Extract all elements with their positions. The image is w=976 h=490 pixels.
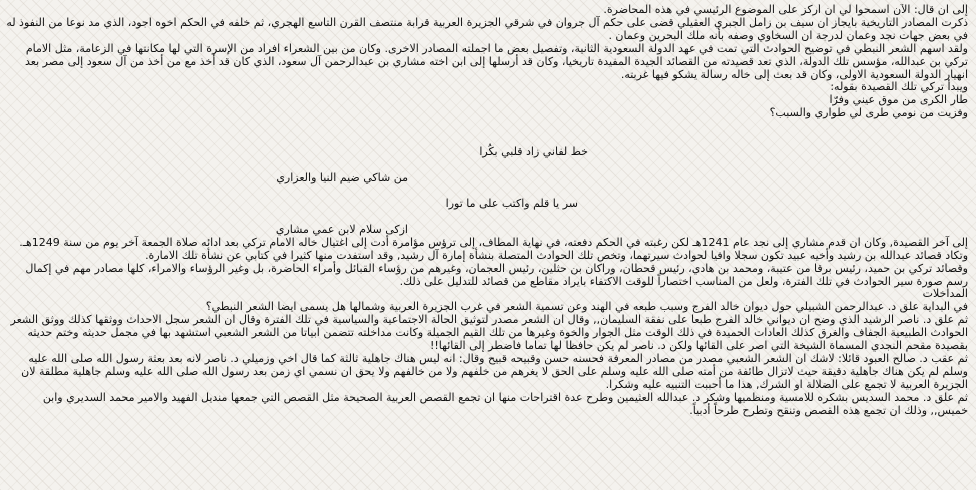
spacer [6, 211, 968, 224]
paragraph-ibn-rashid: وتكاد قصائد عبدالله بن رشيد وأخيه عبيد تكون سجلا وافيا لحوادث سيرتهما، وتخص تلك الحوادث المتصلة بنشأة إمارة آل رشيد, وقد استفدت منها كثيرا في كتابي عن نشأة تلك الامارة. [145, 248, 968, 262]
spacer [6, 120, 968, 146]
poem-line-1: طار الكرى من موق عيني وفرّا [829, 93, 968, 107]
paragraph-sudais: ثم علق د. محمد السديس بشكره للامسية ومنظميها وشكر د. عبدالله العثيمين وطرح عدة اقتراحات منها ان تجمع القصص العربية الصحيحة مثل القصص التي جمعها منديل الفهيد والامير محمد السديري وابن خميس,, وذلك ان تجمع هذه القصص وتنقح وتطرح طرحاً أدبياً. [42, 390, 968, 417]
article-body [6, 4, 968, 488]
paragraph-nabati-poetry: ولقد اسهم الشعر النبطي في توضيح الحوادث التي تمت في عهد الدولة السعودية الثانية، وتفصيل بعض ما اجملته المصادر الاخرى. وكان من بين الشعراء افراد من الإسرة التي لها مكانتها في الزعامة، مثل الامام تركي بن عبدالله، مؤسس تلك الدولة، الذي تعد قصيدته من القصائد الجيدة المفيدة تاريخيا، وكان قد أرسلها إلى ابن اخته مشاري بن عبدالرحمن آل سعود، الذي كان قد أخذ مع من أخذ من آل سعود إلى مصر بعد انهيار الدولة السعودية الاولى، وكان قد بعث إلى خاله رسالة يشكو فيها غربته. [25, 41, 968, 81]
spacer [6, 159, 968, 172]
paragraph-tribal-poems: وقصائد تركي بن حميد، رئيس برقا من عتيبة، ومحمد بن هادي، رئيس قحطان، وراكان بن حثلين، رئيس العجمان، وغيرهم من رؤساء القبائل وأمراء الحاضرة، بل وغير الرؤساء والامراء، كلها مصادر مهم في إكمال رسم صورة سير الحوادث في تلك الفترة، ولعل من المناسب اختصاراً للوقت الاكتفاء بايراد مقاطع من قصائد للتدليل على ذلك. [25, 261, 968, 288]
verse-line: سر يا قلم واكتب على ما تورا [445, 196, 578, 210]
poem-line-2: وفزيت من نومي طرى لي طواري والسبب؟ [769, 106, 968, 120]
paragraph-shubaily: في البداية علق د. عبدالرحمن الشبيلي حول ديوان خالد الفرج وسبب طبعه في الهند وعن تسمية الشعر في غرب الجزيرة العربية وشمالها هل يسمى ايضا الشعر النبطي؟ [205, 300, 968, 314]
verse-line: من شاكي ضيم النيا والعزاري [276, 171, 408, 185]
verse-line: خط لفاني زاد قلبي بكُرا [479, 145, 588, 159]
paragraph-poem-end: إلى آخر القصيدة, وكان ان قدم مشاري إلى نجد عام 1241هـ لكن رغبته في الحكم دفعته، في نهاية المطاف، إلى ترؤس مؤامرة أدت إلى اغتيال خاله الامام تركي بعد ادائه صلاة الجمعة آخر يوم من سنة 1249هـ. [19, 235, 968, 249]
section-heading-interventions: المداخلات [922, 287, 968, 301]
verse-line: ازكى سلام لابن عمي مشاري [275, 222, 408, 236]
paragraph-intro: إلى ان قال: الآن اسمحوا لي ان أركز على الموضوع الرئيسي في هذه المحاضرة. [603, 4, 968, 16]
paragraph-poem-intro: ويبدأ تركي تلك القصيدة بقوله: [830, 80, 968, 94]
paragraph-sources: ذكرت المصادر التاريخية بايجاز ان سيف بن زامل الجبري العقيلي قضى على حكم آل جروان في شرقي الجزيرة العربية قرابة منتصف القرن التاسع الهجري، ثم خلفه في الحكم اخوه اجود، الذي مد نوعا من النفوذ له في بعض جهات نجد وعمان لدرجة ان السخاوي وصفه بأنه ملك البحرين وعمان . [6, 15, 968, 42]
paragraph-rasheed: ثم علق د. ناصر الرشيد الذي وضح ان ديواني خالد الفرج طبعا على نفقة السليمان,, وقال ان الشعر مصدر لتوثيق الحالة الاجتماعية والسياسية في تلك الفترة وقال ان الشعر سجل الاحداث ووثقها كذلك ووثق الشعر الحوادث الطبيعية الجفاف والغرق كذلك العادات الحميدة في ذلك الوقت مثل الجوار والخوة وغيرها من تلك القيم الجميلة وكانت مداخلته تتضمن ابياتا من الشعر الشعبي استشهد بها في مجمل حديثه وختم حديثه بقصيدة مقحم النجدي المسماة الشيخة التي اصر على القائها ولكن د. ناصر لم يكن حافظا لها تماما فاضطر إلى القائها!! [10, 313, 968, 353]
paragraph-aboud: ثم عقب د. صالح العبود قائلا: لاشك ان الشعر الشعبي مصدر من مصادر المعرفة فحسنه حسن وقبيحه قبيح وقال: انه ليس هناك جاهلية ثالثة كما قال اخي وزميلي د. ناصر لانه بعد بعثة رسول الله صلى الله عليه وسلم لم يكن هناك جاهلية دقيقة حيث لاتزال طائفة من أمته صلى الله عليه وسلم على الحق لا يغرهم من خلفهم ولا من خالفهم ولا يحق ان نسمي اي زمن بعد رسول الله صلى الله عليه وسلم جاهلية مطلقة لان الجزيرة العربية لا تجمع على الضلالة او الشرك, هذا ما أحببت التنبيه عليه وشكرا. [21, 351, 968, 391]
